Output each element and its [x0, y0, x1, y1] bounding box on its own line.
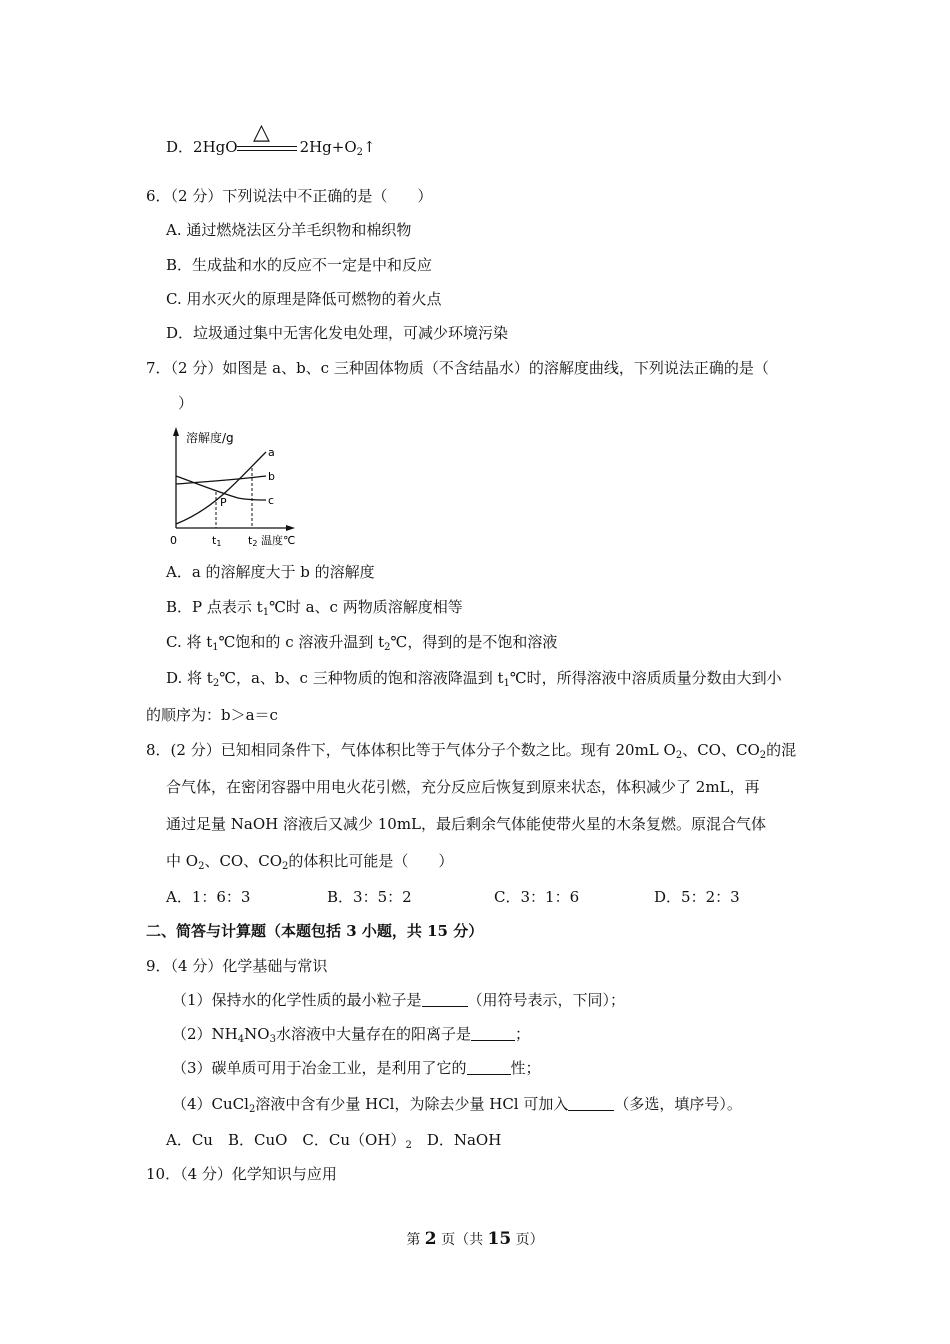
- q6-option-a: A. 通过燃烧法区分羊毛织物和棉织物: [166, 221, 412, 239]
- origin-label: 0: [170, 534, 177, 547]
- q7-stem: 7．（2 分）如图是 a、b、c 三种固体物质（不含结晶水）的溶解度曲线，下列说法正确的是（: [146, 359, 769, 377]
- answer-blank[interactable]: [568, 1096, 614, 1111]
- x-axis-arrow-icon: [286, 525, 295, 531]
- q9-part3: （3）碳单质可用于冶金工业，是利用了它的 性；: [172, 1059, 541, 1077]
- q6-option-c: C. 用水灭火的原理是降低可燃物的着火点: [166, 290, 442, 308]
- q9-part2: $(2)NH_4NO_3$水溶液中大量存在的阳离子是 ；: [172, 1025, 530, 1045]
- q8-line1: 8．(2 分）已知相同条件下，气体体积比等于气体分子个数之比。现有 20mL $O_2$、CO、$CO_2$的混: [146, 741, 797, 761]
- q7-option-b: B．P 点表示 $t_1℃$时 a、c 两物质溶解度相等: [166, 598, 463, 618]
- reactant: 2HgO: [193, 138, 238, 156]
- answer-blank[interactable]: [471, 1026, 515, 1041]
- series-a-label: a: [268, 446, 275, 459]
- x-axis-label: 温度℃: [261, 534, 296, 547]
- solubility-chart: [168, 424, 303, 548]
- answer-blank[interactable]: [422, 992, 468, 1007]
- point-p-label: P: [220, 496, 227, 509]
- section-heading: 二、简答与计算题（本题包括 3 小题，共 15 分）: [146, 922, 484, 940]
- q9-options: A．Cu B．CuO C．$Cu(OH)_2$ D．NaOH: [166, 1131, 502, 1151]
- q8-line4: 中 $O_2$、CO、$CO_2$的体积比可能是（ ）: [166, 852, 454, 872]
- q8-line2: 合气体，在密闭容器中用电火花引燃，充分反应后恢复到原来状态，体积减少了 2mL，再: [166, 778, 760, 796]
- option-label: D．: [166, 138, 194, 156]
- q8-option-b: B．3：5：2: [327, 888, 412, 906]
- tick-t2: t2: [248, 534, 258, 548]
- product: 2Hg+O: [299, 138, 357, 156]
- q6-option-d: D．垃圾通过集中无害化发电处理，可减少环境污染: [166, 324, 509, 342]
- q8-option-d: D．5：2：3: [654, 888, 740, 906]
- y-axis-arrow-icon: [173, 427, 179, 436]
- q8-option-a: A．1：6：3: [166, 888, 251, 906]
- q7-option-a: A．a 的溶解度大于 b 的溶解度: [166, 563, 375, 581]
- q9-part4: （4）CuCl$_2$溶液中含有少量 HCl，为除去少量 HCl 可加入 （多选，填序号）。: [172, 1095, 742, 1115]
- q9-stem: 9．（4 分）化学基础与常识: [146, 957, 328, 975]
- q6-option-b: B．生成盐和水的反应不一定是中和反应: [166, 256, 433, 274]
- tick-t1: t1: [212, 534, 222, 548]
- answer-blank[interactable]: [467, 1060, 511, 1075]
- q5-option-d: D．2HgO $2Hg+O_2↑$: [166, 138, 376, 158]
- series-c-label: c: [268, 494, 275, 507]
- q8-line3: 通过足量 NaOH 溶液后又减少 10mL，最后剩余气体能使带火星的木条复燃。原混合气体: [166, 815, 767, 833]
- q9-part1: （1）保持水的化学性质的最小粒子是 （用符号表示，下同）；: [172, 991, 626, 1009]
- q10-stem: 10．（4 分）化学知识与应用: [146, 1165, 337, 1183]
- gas-arrow: ↑: [363, 138, 376, 156]
- series-b-label: b: [268, 470, 275, 483]
- page-total: 15: [487, 1229, 512, 1249]
- heat-condition-icon: △: [253, 120, 270, 145]
- y-axis-label: 溶解度/g: [186, 431, 234, 445]
- q8-option-c: C．3：1：6: [494, 888, 580, 906]
- q7-option-d: D. 将 $t_2℃$，a、b、c 三种物质的饱和溶液降温到 $t_1℃$时，所得溶液中溶质质量分数由大到小: [166, 669, 782, 689]
- q7-option-d-cont: 的顺序为：b＞a＝c: [146, 706, 278, 724]
- page-number: 2: [424, 1229, 437, 1249]
- equation-double-line: [237, 146, 297, 151]
- q7-stem-end: ）: [178, 394, 194, 412]
- q7-option-c: C. 将 $t_1℃$饱和的 c 溶液升温到 $t_2℃$，得到的是不饱和溶液: [166, 633, 558, 653]
- q6-stem: 6．（2 分）下列说法中不正确的是（ ）: [146, 187, 433, 205]
- page-footer: 第 2 页（共 15 页）: [406, 1229, 544, 1249]
